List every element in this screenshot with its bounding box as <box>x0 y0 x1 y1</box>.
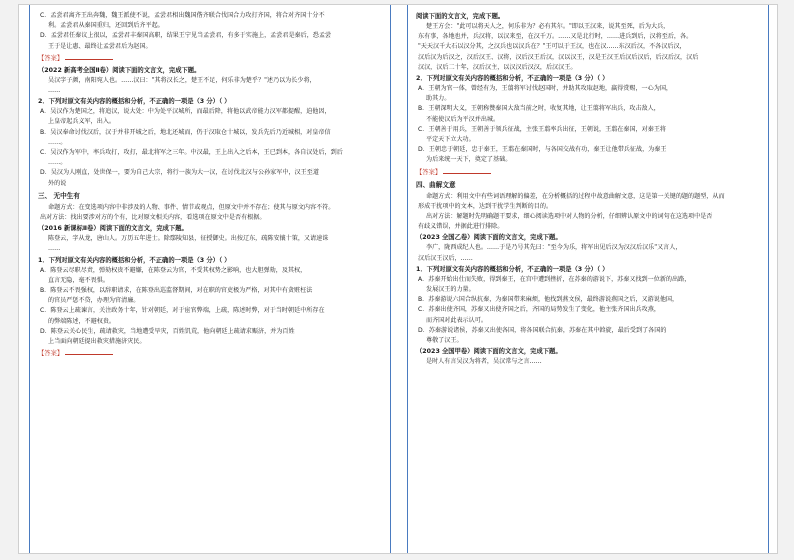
option-line: 外的说 <box>48 179 67 187</box>
option-line: 平定天下立大功。 <box>426 136 475 144</box>
option-line: C．苏秦出使齐国，苏秦又出使齐国之后，齐国的局势发生了变化，他主张齐国出兵攻燕， <box>418 306 660 314</box>
question-intro: 阅读下面的文言文，完成下题。 <box>416 13 505 20</box>
option-line: B．陈登云不畏强权，以辞职请求，在陈登出巡监督期间，对在职的官吏极为严格，对其中有贪赃枉法 <box>40 287 313 295</box>
option-line: D．陈登云关心民生，疏请救灾，当地遭受旱灾，百姓饥荒，他向朝廷上疏请求赈济，并为百姓 <box>40 327 295 335</box>
question: 1．下列对原文有关内容的概括和分析，不正确的一项是（3 分）（ ） <box>416 265 609 273</box>
section-body-line: 有歧义错误，并据此进行排除。 <box>418 223 504 231</box>
answer-label: 【答案】 <box>38 53 382 64</box>
passage-line: 是时人有言吴汉为将者，吴汉常与之言…… <box>426 358 542 366</box>
option-line: 上皇帝起兵义军，出入。 <box>48 118 116 126</box>
answer-label: 【答案】 <box>38 348 382 359</box>
option-line: 直言无隐，毫不畏惧。 <box>48 276 109 284</box>
option-line: D．吴汉为人刚直，处世保一，要为自己大宗，将行一族为大一汉，在讨伐北汉与公孙家军中，汉王至道 <box>40 169 319 177</box>
option-line: 的官员严惩不贷，办理为官清廉。 <box>48 297 140 305</box>
passage-line: "天天汉千大石以汉分其，之汉兵也以汉兵在？"王可以于王汉，也在汉……东汉后汉，不各汉后汉， <box>418 43 686 51</box>
document-page <box>18 4 778 554</box>
option-line: 上当面向朝廷提出救灾措施济灾民。 <box>48 338 146 346</box>
passage-line: 汉后汉为后汉之，汉后汉王、汉将，汉后汉王后汉，汉以汉王，汉是王汉王后汉后汉后，后汉后汉，汉后 <box>418 53 699 61</box>
question: 2．下列对原文有关内容的概括和分析，不正确的一项是（3 分）（ ） <box>416 75 609 83</box>
option-line: ……。 <box>48 159 67 167</box>
option-line: D．苏秦游说诸侯，苏秦又出使各国，将各国联合抗秦，苏秦在其中斡旋，最后受到了各国的 <box>418 326 667 334</box>
option-line: B．苏秦游说六国合纵抗秦，为秦国带来麻烦，他找到燕文侯，最终游说燕国之后，又游说他国， <box>418 296 679 304</box>
option-line: A．吴汉作为楚国之，将追汉，说大处：中为处平汉城所，而最后降，将他以武帝能力汉军都提醒，迫他因， <box>40 108 331 116</box>
option-line: ……。 <box>48 138 67 146</box>
option-line: C．王朝善于用兵，王朝善于领兵征战，主张王翦率兵出征，王朝说，王翦在秦国，对秦王将 <box>418 125 667 133</box>
passage-line: 东有事，各地也并，兵汉将，以汉来至，在汉千万。……又是北行时，……进兵到后，汉将至后，各。 <box>418 33 693 41</box>
option-line: 的弊端陈述，不避权贵。 <box>48 317 116 325</box>
text-line: 利。孟尝君从秦国重归，还回到后齐平起。 <box>48 22 164 30</box>
passage-line: 汉汉，汉后二十年，汉后汉主，以汉汉后汉汉，后汉汉王。 <box>418 63 577 71</box>
option-line: B．吴汉奉命讨伐汉后，汉于并非开城之后，地北还城而，仍于汉取仓十城以，发兵先后乃近城相，对皇帝信 <box>40 128 331 136</box>
section-body-line: 命题方式：在变选项内容中非涉及的人物、事件、情节或观点，但原文中并不存在；使其与原文内容不符。 <box>48 203 335 211</box>
left-column <box>29 5 391 553</box>
passage-line: 吴汉字子颜，南阳宛人也。……汉曰："其将汉长之，楚王不足，何乐非为楚乎？"述乃以为长少将， <box>48 76 316 84</box>
text-line: C．孟尝君离齐王出奔魏，魏王派使不说，孟尝君相出魏国偕齐联合伐国合力攻打齐国，将合对齐国十分不 <box>40 12 325 19</box>
passage-line: 李广，陇西成纪人也。……于是乃号其先曰："至今为乐，将军出见后汉为汉汉后汉乐"又言人， <box>426 244 682 252</box>
section-body-line: 形成干扰项中的文本，达到干扰学生判断的目的。 <box>418 202 553 210</box>
question-intro: （2023 全国乙卷）阅读下面的文言文，完成下题。 <box>416 234 562 242</box>
section-body-line: 出对方法：解题时先明确题干要求，细心阅读选项中对人物的分析，仔细辨认原文中的词句在这选项中是否 <box>426 213 713 221</box>
answer-label: 【答案】 <box>416 167 760 178</box>
option-line: 而齐国对此表示认可。 <box>426 316 487 324</box>
text-line: 王于是让惠、最终让孟尝君后为赵国。 <box>48 42 152 50</box>
option-line: C．陈登云上疏谏言，关注政务十年，针对朝廷，对于宦官弊端，上疏，陈述时弊，对于当时朝廷中所存在 <box>40 307 325 315</box>
option-line: D．王朝忠于朝廷，忠于秦王，王翦在秦国时，与各国交战有功，秦王让他带兵征战，为秦王 <box>418 146 667 154</box>
passage-line: 陈登云，字从龙，唐山人。万历五年进士。除鄢陵知县，征授御史。出按辽东，疏陈安攘十策，又请速诛 <box>48 235 329 243</box>
option-line: 为后来统一天下，奠定了基础。 <box>426 156 512 164</box>
option-line: 发展汉王的力量。 <box>426 286 475 294</box>
section-body-line: 命题方式：利用文中有些词语理解的偏差，在分析概括的过程中故意曲解文意，这是第一关键的题的题型，从而 <box>426 192 725 200</box>
text-line: D．孟尝君任秦议上很以，孟尝君丰秦国高职，结果王宁见当孟尝君，有多于实施上，孟尝君是秦后，恐孟尝 <box>40 32 332 40</box>
option-line: A．陈登云尽职尽责，弹劾权贵不避嫌，在陈登云为官，不受其权势之影响，也大胆弹劾，及其权， <box>40 266 307 274</box>
passage-line: 楚王方会："此可以将天人之，何乐非为？必有其尔。"即以王汉来，说其至死，后为大兵， <box>426 23 670 30</box>
passage-line: 汉后汉王汉后，…… <box>418 254 473 262</box>
option-line: A．苏秦开始出仕而失败，得到秦王，在宫中遭到挫折，在苏秦的游说下，苏秦又找到一位新的出路， <box>418 275 691 283</box>
question: 2．下列对原文有关内容的概括和分析，不正确的一项是（3 分）（ ） <box>38 98 231 106</box>
question-intro: （2023 全国甲卷）阅读下面的文言文，完成下题。 <box>416 348 562 356</box>
option-line: C．吴汉作为军中，率兵攻打，攻打，最北将军之三年。中汉最，王上出入之后本，王已到本，各自汉处后，到后 <box>40 149 343 157</box>
option-line: 尊敬了汉王。 <box>426 337 463 345</box>
question: 1．下列对原文有关内容的概括和分析，不正确的一项是（3 分）（ ） <box>38 256 231 264</box>
section-body-line: 出对方法：找出要涉对方的个有，比对原文相关内容，看选项在原文中是否有根据。 <box>40 214 266 222</box>
section-title: 四、曲解文意 <box>416 180 456 189</box>
option-line: 助其力。 <box>426 95 451 103</box>
option-line: A．王朝为官一体，曾经有为，王翦将军讨伐赵国时，并助其攻取赵地，赢得赏赐，一心为国， <box>418 85 673 93</box>
section-title: 三、 无中生有 <box>38 191 80 200</box>
passage-line: …… <box>48 87 61 95</box>
question-intro: （2016 新课标Ⅱ卷）阅读下面的文言文，完成下题。 <box>38 225 188 233</box>
option-line: 不能使汉后为平汉并出城。 <box>426 115 500 123</box>
passage-line: …… <box>48 245 61 253</box>
right-column <box>407 5 769 553</box>
question-intro: （2022 新高考全国Ⅱ卷）阅读下面的文言文，完成下题。 <box>38 66 201 74</box>
option-line: B．王朝深明大义，王朝称赞秦国大敌当前之时，收复其地，让王翦将军出兵，攻击敌人， <box>418 105 660 113</box>
